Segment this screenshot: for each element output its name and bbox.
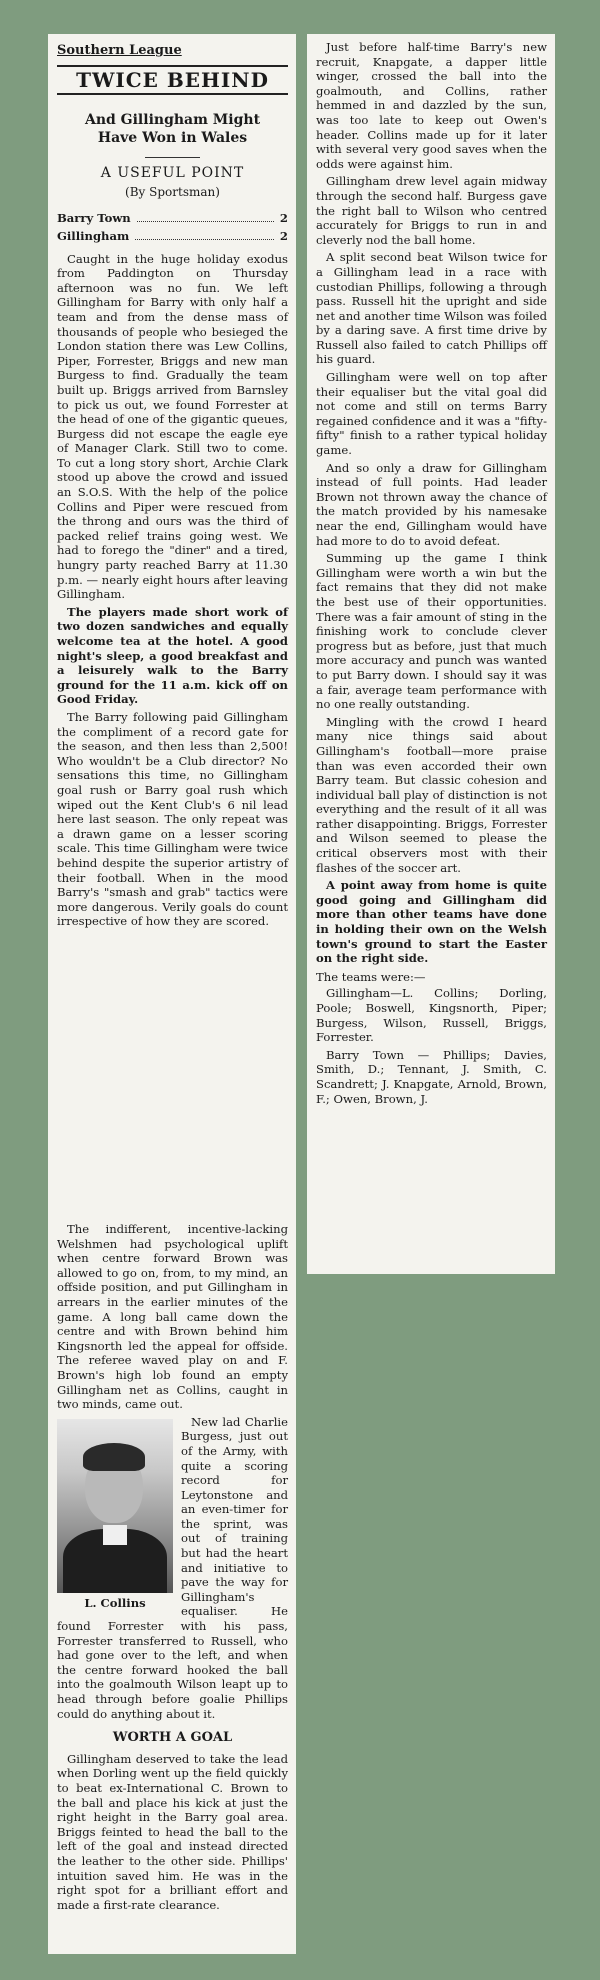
section-heading: WORTH A GOAL — [112, 1730, 233, 1746]
teams-label: The teams were:— — [316, 969, 426, 984]
paragraph: A point away from home is quite good going and Gillingham did more than other teams have done in holding their own on the Welsh town's ground to start the Easter on the right side. — [316, 878, 547, 966]
score-line-away — [57, 229, 288, 244]
kicker: Southern League — [57, 43, 182, 58]
dot-leader — [137, 211, 274, 222]
score-team: Gillingham — [57, 228, 130, 243]
team-lineup-gillingham: Gillingham—L. Collins; Dorling, Poole; Boswell, Kingsnorth, Piper; Burgess, Wilson, Russell, Briggs, Forrester. — [316, 986, 547, 1045]
paragraph: The indifferent, incentive-lacking Welshmen had psychological uplift when centre forward Brown was allowed to go on, from, to my mind, an offside position, and put Gillingham in arrears in the earlier minutes of the game. A long ball came down the centre and with Brown behind him Kingsnorth led the appeal for offside. The referee waved play on and F. Brown's high lob found an empty Gillingham net as Collins, caught in two minds, came out. — [57, 1222, 288, 1412]
divider — [145, 157, 200, 158]
article-column-1-continued — [48, 1214, 296, 1954]
article-column-1 — [48, 34, 296, 1240]
paragraph: Gillingham drew level again midway through the second half. Burgess gave the right ball to Wilson who centred accurately for Briggs to run in and cleverly nod the ball home. — [316, 174, 547, 247]
headline: TWICE BEHIND — [57, 65, 288, 96]
paragraph: A split second beat Wilson twice for a Gillingham lead in a race with custodian Phillips, following a through pass. Russell hit the upright and side net and another time Wilson was foiled by a daring save. A first time drive by Russell also failed to catch Phillips off his guard. — [316, 250, 547, 367]
score-goals: 2 — [279, 211, 288, 226]
paragraph: New lad Charlie Burgess, just out of the Army, with quite a scoring record for Leytonstone and an even-timer for the sprint, was out of training but had the heart and initiative to pave the way for Gillingham's equaliser. He found Forrester with his pass, Forrester transferred to Russell, who had gone over to the left, and when the centre forward hooked the ball into the goalmouth Wilson leapt up to head through before goalie Phillips could do anything about it. — [57, 1414, 288, 1721]
byline: (By Sportsman) — [125, 184, 220, 199]
paragraph: Gillingham were well on top after their equaliser but the vital goal did not come and still on terms Barry regained confidence and it was a "fifty-fifty" finish to a rather typical holiday game. — [316, 370, 547, 458]
paragraph: Summing up the game I think Gillingham were worth a win but the fact remains that they did not make the best use of their opportunities. There was a fair amount of sting in the finishing work to conclude clever progress but as before, just that much more accuracy and punch was wanted to put Barry down. I should say it was a fair, average team performance with no one really outstanding. — [316, 551, 547, 712]
player-photo — [57, 1419, 173, 1611]
paragraph: Just before half-time Barry's new recruit, Knapgate, a dapper little winger, crossed the ball into the goalmouth, and Collins, rather hemmed in and dazzled by the sun, was too late to keep out Owen's header. Collins made up for it later with several very good saves when the odds were against him. — [316, 40, 547, 171]
photo-caption: L. Collins — [84, 1595, 146, 1610]
subheadline-line-1: And Gillingham Might — [84, 112, 261, 129]
subheadline-line-2: Have Won in Wales — [97, 130, 248, 147]
dot-leader — [135, 229, 274, 240]
paragraph: The Barry following paid Gillingham the compliment of a record gate for the season, and then less than 2,500! Who wouldn't be a Club director? No sensations this time, no Gillingham goal rush or Barry goal rush which wiped out the Kent Club's 6 nil lead here last season. The only repeat was a drawn game on a lesser scoring scale. This time Gillingham were twice behind despite the superior artistry of their football. When in the mood Barry's "smash and grab" tactics were more dangerous. Verily goals do count irrespective of how they are scored. — [57, 709, 288, 929]
paragraph: Gillingham deserved to take the lead when Dorling went up the field quickly to beat ex-International C. Brown to the ball and place his kick at just the right height in the Barry goal area. Briggs feinted to head the ball to the left of the goal and instead directed the leather to the other side. Phillips' intuition saved him. He was in the right spot for a brilliant effort and made a first-rate clearance. — [57, 1751, 288, 1912]
paragraph: Caught in the huge holiday exodus from Paddington on Thursday afternoon was no fun. We left Gillingham for Barry with only half a team and from the dense mass of thousands of people who besieged the London station there was Lew Collins, Piper, Forrester, Briggs and new man Burgess to find. Gradually the team built up. Briggs arrived from Barnsley to pick us out, we found Forrester at the head of one of the gigantic queues, Burgess did not escape the eagle eye of Manager Clark. Still two to come. To cut a long story short, Archie Clark stood up above the crowd and issued an S.O.S. With the help of the police Collins and Piper were rescued from the throng and ours was the third of packed relief trains going west. We had to forego the "diner" and a tired, hungry party reached Barry at 11.30 p.m. — nearly eight hours after leaving Gillingham. — [57, 251, 288, 602]
article-column-2 — [307, 34, 555, 1274]
paragraph: Mingling with the crowd I heard many nice things said about Gillingham's football—more praise than was even accorded their own Barry team. But classic cohesion and individual ball play of distinction is not everything and the result of it all was rather disappointing. Briggs, Forrester and Wilson seemed to please the critical observers most with their flashes of the soccer art. — [316, 714, 547, 875]
section-label: A USEFUL POINT — [100, 165, 245, 182]
score-line-home — [57, 211, 288, 226]
paragraph: The players made short work of two dozen sandwiches and equally welcome tea at the hotel. A good night's sleep, a good breakfast and a leisurely walk to the Barry ground for the 11 a.m. kick off on Good Friday. — [57, 604, 288, 707]
score-goals: 2 — [279, 228, 288, 243]
subheadline — [57, 111, 288, 147]
team-lineup-barry: Barry Town — Phillips; Davies, Smith, D.; Tennant, J. Smith, C. Scandrett; J. Knapgate, Arnold, Brown, F.; Owen, Brown, J. — [316, 1047, 547, 1106]
score-team: Barry Town — [57, 211, 131, 226]
paragraph: And so only a draw for Gillingham instead of full points. Had leader Brown not thrown away the chance of the match provided by his namesake near the end, Gillingham would have had more to do to avoid defeat. — [316, 460, 547, 548]
portrait-image — [57, 1419, 173, 1593]
